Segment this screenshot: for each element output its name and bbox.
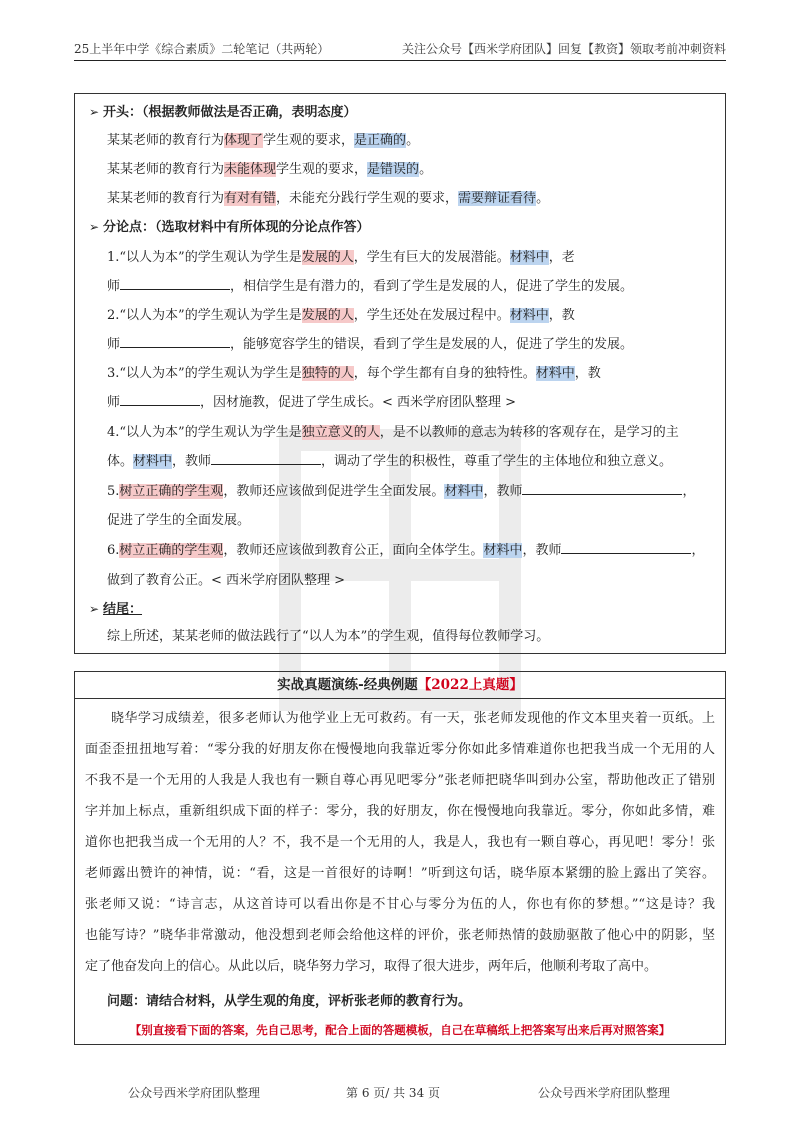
- footer-left: 公众号西米学府团队整理: [128, 1086, 261, 1100]
- point-4-line-1: 4.“以人为本”的学生观认为学生是独立意义的人，是不以教师的意志为转移的客观存在，是学习的主: [107, 425, 679, 440]
- header-title: 25上半年中学《综合素质》二轮笔记（共两轮）: [74, 42, 330, 56]
- year-tag: 【2022上真题】: [417, 677, 523, 693]
- fill-blank[interactable]: [120, 392, 200, 406]
- fill-blank[interactable]: [120, 276, 230, 290]
- arrow-icon: ➢: [89, 602, 100, 616]
- opening-line-2: 某某老师的教育行为未能体现学生观的要求，是错误的。: [107, 162, 433, 177]
- point-6-line-2: 做到了教育公正。< 西米学府团队整理 >: [107, 573, 346, 588]
- header-promo: 关注公众号【西米学府团队】回复【教资】领取考前冲刺资料: [401, 42, 726, 56]
- footer-right: 公众号西米学府团队整理: [538, 1086, 671, 1100]
- practice-question: 问题：请结合材料，从学生观的角度，评析张老师的教育行为。: [107, 994, 472, 1009]
- opening-heading: ➢ 开头：（根据教师做法是否正确，表明态度）: [89, 105, 357, 120]
- opening-line-1: 某某老师的教育行为体现了学生观的要求，是正确的。: [107, 133, 420, 148]
- arrow-icon: ➢: [89, 220, 100, 234]
- point-1-line-1: 1.“以人为本”的学生观认为学生是发展的人，学生有巨大的发展潜能。材料中，老: [107, 250, 575, 265]
- point-3-line-1: 3.“以人为本”的学生观认为学生是独特的人，每个学生都有自身的独特性。材料中，教: [107, 366, 601, 381]
- header-divider: [74, 60, 726, 61]
- page-number: 第 6 页/ 共 34 页: [346, 1086, 441, 1100]
- ending-text: 综上所述，某某老师的做法践行了“以人为本”的学生观，值得每位教师学习。: [107, 629, 550, 644]
- arrow-icon: ➢: [89, 105, 100, 119]
- point-6-line-1: 6.树立正确的学生观，教师还应该做到教育公正，面向全体学生。材料中，教师 ，: [107, 539, 711, 558]
- fill-blank[interactable]: [120, 334, 230, 348]
- point-1-line-2: 师 ，相信学生是有潜力的，看到了学生是发展的人，促进了学生的发展。: [107, 275, 711, 294]
- answer-template-box: [74, 93, 726, 654]
- practice-title: 实战真题演练-经典例题【2022上真题】: [75, 672, 725, 699]
- fill-blank[interactable]: [522, 481, 682, 495]
- ending-heading: ➢ 结尾：: [89, 602, 143, 617]
- point-2-line-1: 2.“以人为本”的学生观认为学生是发展的人，学生还处在发展过程中。材料中，教: [107, 308, 575, 323]
- point-4-line-2: 体。材料中，教师 ，调动了学生的积极性，尊重了学生的主体地位和独立意义。: [107, 450, 711, 469]
- page-header: [74, 36, 726, 58]
- point-3-line-2: 师 ，因材施教，促进了学生成长。< 西米学府团队整理 >: [107, 391, 711, 410]
- practice-box: [74, 671, 726, 1045]
- practice-warning: 【别直接看下面的答案，先自己思考，配合上面的答题模板，自己在草稿纸上把答案写出来后再对照答案】: [129, 1023, 671, 1037]
- fill-blank[interactable]: [211, 451, 321, 465]
- point-5-line-1: 5.树立正确的学生观，教师还应该做到促进学生全面发展。材料中，教师 ，: [107, 480, 711, 499]
- opening-line-3: 某某老师的教育行为有对有错，未能充分践行学生观的要求，需要辩证看待。: [107, 191, 550, 206]
- points-heading: ➢ 分论点：（选取材料中有所体现的分论点作答）: [89, 220, 370, 235]
- point-2-line-2: 师 ，能够宽容学生的错误，看到了学生是发展的人，促进了学生的发展。: [107, 333, 711, 352]
- practice-paragraph: 晓华学习成绩差，很多老师认为他学业上无可救药。有一天，张老师发现他的作文本里夹着一页纸。上 面歪歪扭扭地写着：“零分我的好朋友你在慢慢地向我靠近零分你如此多情难道你也把我当成一个无用的人 不我不是一个无用的人我是人我也有一颗自尊心再见吧零分”张老师把晓华叫到办公室，帮助他改正了错别 字并加上标点，重新组织成下面的样子：零分，我的好朋友，你在慢慢地向我靠近。零分，你如此多情，难 道你也把我当成一个无用的人？不，我不是一个无用的人，我是人，我也有一颗自尊心，再见吧！零分！张 老师露出赞许的神情，说：“看，这是一首很好的诗啊！”听到这句话，晓华原本紧绷的脸上露出了笑容。 张老师又说：“诗言志，从这首诗可以看出你是不甘心与零分为伍的人，你也有你的梦想。”“这是诗？我 也能写诗？”晓华非常激动，他没想到老师会给他这样的评价，张老师热情的鼓励驱散了他心中的阴影，坚 定了他奋发向上的信心。从此以后，晓华努力学习，取得了很大进步，两年后，他顺利考取了高中。: [85, 711, 715, 974]
- point-5-line-2: 促进了学生的全面发展。: [107, 513, 251, 528]
- fill-blank[interactable]: [561, 540, 691, 554]
